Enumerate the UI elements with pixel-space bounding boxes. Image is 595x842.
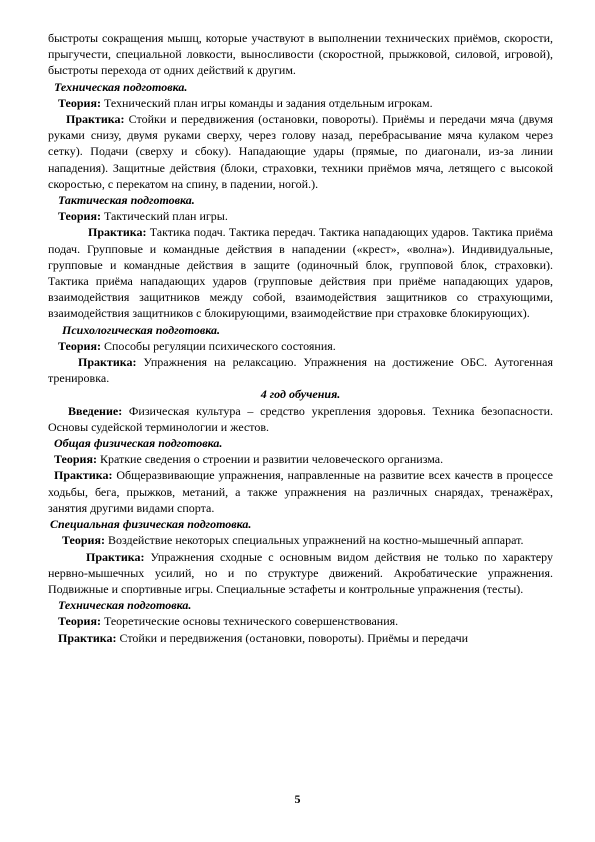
- labeled-paragraph: [48, 354, 553, 386]
- section-heading: Тактическая подготовка.: [58, 193, 195, 208]
- section-heading: Техническая подготовка.: [58, 598, 192, 613]
- paragraph: быстроты сокращения мышц, которые участвуют в выполнении технических приёмов, скорости, прыгучести, специальной ловкости, выносливости (скоростной, прыжковой, силовой, игровой), быстроты перехода от одних действий к другим.: [48, 31, 553, 78]
- paragraph-label: Практика:: [58, 630, 117, 645]
- labeled-paragraph: [48, 630, 553, 646]
- paragraph-text: Теоретические основы технического совершенствования.: [100, 614, 399, 629]
- paragraph-label: Теория:: [58, 338, 101, 353]
- paragraph-text: Способы регуляции психического состояния.: [100, 338, 336, 353]
- paragraph-text: Краткие сведения о строении и развитии человеческого организма.: [96, 452, 444, 467]
- labeled-paragraph: [48, 613, 553, 629]
- paragraph-label: Теория:: [54, 452, 97, 467]
- labeled-paragraph: [48, 224, 553, 321]
- labeled-paragraph: [48, 111, 553, 192]
- page-number: 5: [294, 792, 301, 806]
- paragraph-label: Практика:: [88, 225, 147, 240]
- paragraph-text: Общеразвивающие упражнения, направленные на развитие всех качеств в процессе ходьбы, бега, прыжков, метаний, а также упражнения на различных снарядах, тренажёрах, занятия другими видами спорта.: [48, 468, 553, 515]
- paragraph-label: Теория:: [62, 533, 105, 548]
- paragraph-text: Тактика подач. Тактика передач. Тактика нападающих ударов. Тактика приёма подач. Групповые и командные действия в нападении («крест», «волна»). Индивидуальные, групповые и командные действия в защите (одиночный блок, групповой блок, страховки). Тактика приёма нападающих ударов (групповые действия при приёме нападающих ударов, взаимодействия защитников между собой, взаимодействия защитников со страхующими, взаимодействия защитников с блокирующими, взаимодействие при страховке блокирующих).: [48, 225, 553, 321]
- paragraph-text: Физическая культура – средство укрепления здоровья. Техника безопасности. Основы судейской терминологии и жестов.: [48, 403, 553, 434]
- paragraph-text: Тактический план игры.: [100, 209, 228, 224]
- paragraph-label: Теория:: [58, 209, 101, 224]
- paragraph-label: Практика:: [54, 468, 113, 483]
- paragraph-label: Введение:: [68, 403, 123, 418]
- paragraph-label: Теория:: [58, 95, 101, 110]
- section-heading: Специальная физическая подготовка.: [50, 517, 252, 532]
- labeled-paragraph: [48, 451, 553, 467]
- labeled-paragraph: [48, 532, 553, 548]
- paragraph-label: Теория:: [58, 614, 101, 629]
- paragraph-text: Упражнения на релаксацию. Упражнения на достижение ОБС. Аутогенная тренировка.: [48, 355, 553, 386]
- labeled-paragraph: [48, 549, 553, 598]
- labeled-paragraph: [48, 403, 553, 435]
- paragraph-label: Практика:: [86, 549, 145, 564]
- paragraph-text: Упражнения сходные с основным видом действия не только по характеру нервно-мышечных усилий, но и по структуре движений. Акробатические упражнения. Подвижные и спортивные игры. Специальные эстафеты и контрольные упражнения (тесты).: [48, 549, 553, 596]
- labeled-paragraph: [48, 338, 553, 354]
- paragraph-text: Воздействие некоторых специальных упражнений на костно-мышечный аппарат.: [104, 533, 524, 548]
- section-heading: Общая физическая подготовка.: [54, 436, 223, 451]
- paragraph-text: Стойки и передвижения (остановки, повороты). Приёмы и передачи: [116, 630, 469, 645]
- paragraph-text: Стойки и передвижения (остановки, повороты). Приёмы и передачи мяча (двумя руками снизу, двумя руками сверху, через голову назад, перебрасывание мяча кулаком через сетку). Подачи (сверху и сбоку). Нападающие удары (прямые, по диагонали, из-за линии нападения). Защитные действия (блоки, страховки, техники приёмов мяча, летящего с высокой скоростью, с перекатом на спину, в падении, ногой.).: [48, 112, 553, 191]
- section-heading: Психологическая подготовка.: [62, 322, 220, 337]
- page-body: [48, 30, 553, 646]
- paragraph-text: Технический план игры команды и задания отдельным игрокам.: [100, 95, 433, 110]
- paragraph-label: Практика:: [66, 112, 125, 127]
- labeled-paragraph: [48, 467, 553, 516]
- paragraph-label: Практика:: [78, 355, 137, 370]
- year-heading: 4 год обучения.: [260, 387, 341, 402]
- section-heading: Техническая подготовка.: [54, 79, 188, 94]
- labeled-paragraph: [48, 95, 553, 111]
- labeled-paragraph: [48, 208, 553, 224]
